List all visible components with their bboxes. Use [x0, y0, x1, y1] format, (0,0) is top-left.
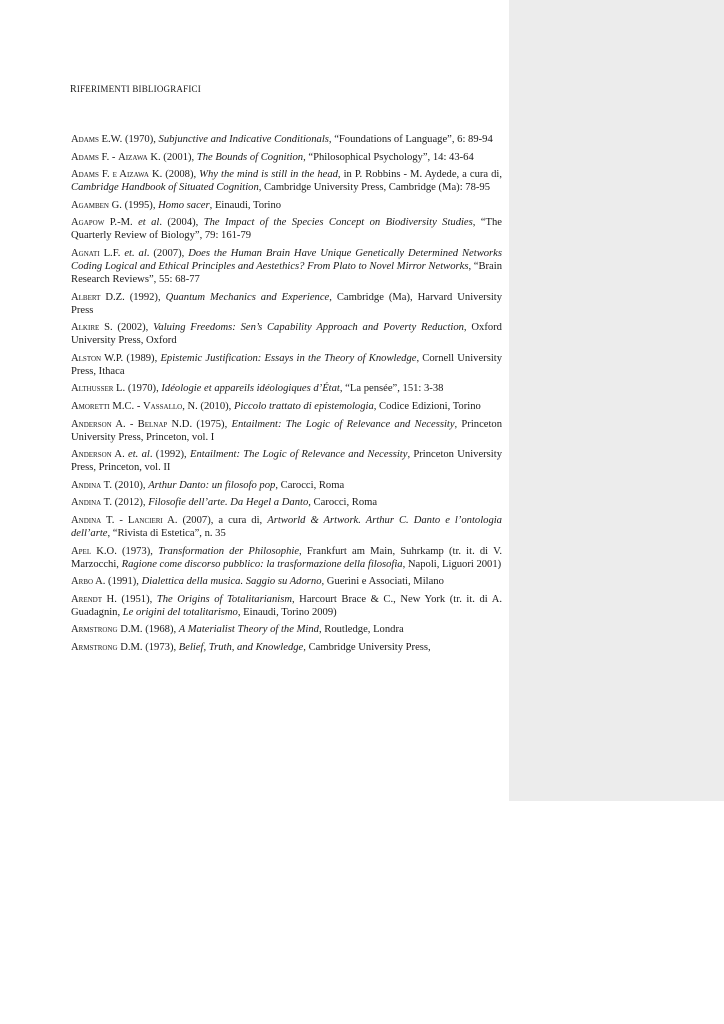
bibliography-entry	[71, 623, 502, 636]
bibliography-entry	[71, 641, 502, 654]
entry-text: T. (2010),	[101, 479, 149, 491]
entry-text: . (2004),	[159, 217, 204, 229]
bibliography-entry	[71, 545, 502, 571]
work-title: Dialettica della musica. Saggio su Adorno	[141, 576, 322, 588]
bibliography-entry	[71, 216, 502, 242]
work-title: Artworld & Artwork. Arthur C. Danto e l’ontologia dell’arte	[71, 514, 502, 539]
entry-text: , Einaudi, Torino	[209, 199, 282, 211]
bibliography-entry	[71, 448, 502, 474]
entry-text: A.	[111, 449, 129, 461]
author-name: Amoretti	[71, 400, 110, 412]
bibliography-entry	[71, 133, 502, 146]
bibliography-entry	[71, 496, 502, 509]
entry-text: , Cambridge University Press,	[303, 641, 431, 653]
entry-text: E.W. (1970),	[98, 134, 159, 145]
bibliography-entry	[71, 479, 502, 492]
bibliography-entry	[71, 291, 502, 317]
entry-text: T. -	[101, 514, 128, 526]
entry-text: . (2007),	[146, 247, 189, 259]
author-name: Lancieri	[127, 514, 163, 526]
author-name: Arendt	[71, 593, 102, 605]
bibliography-list	[71, 133, 502, 658]
author-name: e Aizawa	[112, 169, 149, 181]
entry-text: , Guerini e Associati, Milano	[321, 576, 444, 588]
work-title: Why the mind is still in the head	[199, 169, 338, 181]
author-name: Adams	[71, 134, 99, 145]
entry-text: S. (2002),	[99, 322, 154, 334]
author-name: Anderson	[71, 449, 112, 461]
work-title: Belief, Truth, and Knowledge	[178, 641, 304, 653]
bibliography-entry	[71, 593, 502, 619]
work-title: Valuing Freedoms: Sen’s Capability Approach and Poverty Reduction	[153, 322, 464, 334]
work-title: The Origins of Totalitarianism	[156, 593, 292, 605]
author-name: Arbo	[71, 576, 94, 588]
entry-text: , Princeton University Press, Princeton, vol. II	[71, 449, 502, 474]
entry-text: K. (2008),	[148, 169, 200, 181]
entry-text: , “Brain Research Reviews”, 55: 68-77	[71, 260, 502, 285]
author-name: Alston	[71, 352, 102, 364]
entry-text: , Routledge, Londra	[318, 624, 404, 636]
bibliography-entry	[71, 151, 502, 164]
work-title: Piccolo trattato di epistemologia	[233, 400, 374, 412]
work-title: Homo sacer	[158, 199, 210, 211]
entry-text: , “Rivista di Estetica”, n. 35	[107, 527, 226, 539]
work-title: Filosofie dell’arte. Da Hegel a Danto	[148, 497, 309, 509]
entry-text: D.Z. (1992),	[100, 291, 166, 303]
work-title: et al	[138, 217, 160, 229]
entry-text: , Cornell University Press, Ithaca	[71, 352, 502, 377]
entry-text: N.D. (1975),	[167, 418, 232, 430]
entry-text: , Harcourt Brace & C., New York (tr. it. di A. Guadagnin,	[71, 593, 502, 618]
bibliography-entry	[71, 514, 502, 540]
entry-text: P.-M.	[104, 217, 139, 229]
entry-text: F.	[98, 169, 113, 181]
author-name: Agamben	[71, 199, 109, 211]
work-title: Subjunctive and Indicative Conditionals	[158, 134, 329, 145]
entry-text: , Princeton University Press, Princeton, vol. I	[71, 418, 503, 443]
entry-text: A. (2007), a cura di,	[162, 514, 268, 526]
author-name: Vassallo	[143, 400, 183, 412]
entry-text: T. (2012),	[101, 497, 149, 509]
entry-text: K.O. (1973),	[91, 545, 159, 557]
work-title: et. al	[124, 247, 147, 259]
author-name: Armstrong	[71, 641, 118, 653]
work-title: Arthur Danto: un filosofo pop	[148, 479, 276, 491]
author-name: Andina	[71, 497, 102, 509]
entry-text: K. (2001),	[147, 151, 197, 163]
author-name: Belnap	[137, 418, 168, 430]
author-name: Apel	[71, 545, 92, 557]
section-heading-rest: IFERIMENTI BIBLIOGRAFICI	[76, 84, 201, 94]
author-name: Agnati	[71, 247, 100, 259]
entry-text: M.C. -	[109, 400, 144, 412]
author-name: Althusser	[71, 383, 114, 395]
bibliography-entry	[71, 199, 502, 212]
work-title: Cambridge Handbook of Situated Cognition	[71, 182, 259, 194]
entry-text: D.M. (1968),	[117, 624, 179, 636]
entry-text: . (1992),	[149, 449, 190, 461]
work-title: Epistemic Justification: Essays in the Theory of Knowledge	[160, 352, 417, 364]
author-name: Adams	[71, 151, 99, 163]
work-title: Le origini del totalitarismo	[122, 606, 238, 618]
bibliography-entry	[71, 321, 502, 347]
author-name: Andina	[71, 479, 102, 491]
bibliography-entry	[71, 247, 502, 286]
entry-text: A. (1991),	[93, 576, 142, 588]
entry-text: , Cambridge (Ma), Harvard University Press	[71, 291, 502, 316]
work-title: A Materialist Theory of the Mind	[178, 624, 319, 636]
entry-text: , Cambridge University Press, Cambridge (Ma): 78-95	[258, 182, 491, 194]
entry-text: L.F.	[99, 247, 125, 259]
entry-text: , “Philosophical Psychology”, 14: 43-64	[303, 151, 474, 163]
entry-text: , N. (2010),	[182, 400, 234, 412]
work-title: Transformation der Philosophie	[158, 545, 300, 557]
bibliography-entry	[71, 418, 502, 444]
bibliography-entry	[71, 400, 502, 413]
work-title: Entailment: The Logic of Relevance and Necessity	[231, 418, 455, 430]
work-title: The Impact of the Species Concept on Biodiversity Studies	[203, 217, 473, 229]
bibliography-entry	[71, 575, 502, 588]
author-name: Armstrong	[71, 624, 118, 636]
author-name: Alkire	[71, 322, 100, 334]
entry-text: , “Foundations of Language”, 6: 89-94	[328, 134, 493, 145]
entry-text: , Einaudi, Torino 2009)	[237, 606, 337, 618]
section-heading	[70, 84, 201, 95]
entry-text: , Carocci, Roma	[275, 479, 345, 491]
entry-text: A. -	[111, 418, 138, 430]
work-title: Idéologie et appareils idéologiques d’État	[161, 383, 340, 395]
bibliography-entry	[71, 352, 502, 378]
entry-text: , Frankfurt am Main, Suhrkamp (tr. it. di V. Marzocchi,	[71, 545, 503, 570]
entry-text: H. (1951),	[101, 593, 157, 605]
author-name: Aizawa	[118, 151, 148, 163]
work-title: The Bounds of Cognition	[196, 151, 304, 163]
entry-text: , Carocci, Roma	[308, 497, 378, 509]
work-title: Entailment: The Logic of Relevance and Necessity	[189, 449, 408, 461]
work-title: et. al	[128, 449, 150, 461]
author-name: Albert	[71, 291, 101, 303]
entry-text: W.P. (1989),	[101, 352, 161, 364]
bibliography-entry	[71, 168, 502, 194]
entry-text: , “The Quarterly Review of Biology”, 79: 161-79	[71, 217, 502, 242]
author-name: Adams	[71, 169, 99, 181]
author-name: Anderson	[71, 418, 112, 430]
entry-text: L. (1970),	[113, 383, 162, 395]
work-title: Does the Human Brain Have Unique Genetically Determined Networks Coding Logical and Ethical Principles and Aestethics? From Plato to Novel Mirror Networks	[71, 247, 503, 272]
entry-text: , Napoli, Liguori 2001)	[402, 558, 502, 570]
work-title: Quantum Mechanics and Experience	[165, 291, 330, 303]
bibliography-entry	[71, 382, 502, 395]
entry-text: F. -	[98, 151, 119, 163]
comment-margin-panel	[509, 0, 724, 801]
entry-text: D.M. (1973),	[117, 641, 179, 653]
author-name: Andina	[71, 514, 102, 526]
work-title: Ragione come discorso pubblico: la trasformazione della filosofia	[121, 558, 403, 570]
section-heading-initial: R	[70, 84, 77, 95]
entry-text: , Oxford University Press, Oxford	[71, 322, 502, 347]
entry-text: , Codice Edizioni, Torino	[373, 400, 481, 412]
entry-text: , “La pensée”, 151: 3-38	[339, 383, 444, 395]
entry-text: G. (1995),	[109, 199, 159, 211]
author-name: Agapow	[71, 217, 105, 229]
entry-text: , in P. Robbins - M. Aydede, a cura di,	[337, 169, 503, 181]
